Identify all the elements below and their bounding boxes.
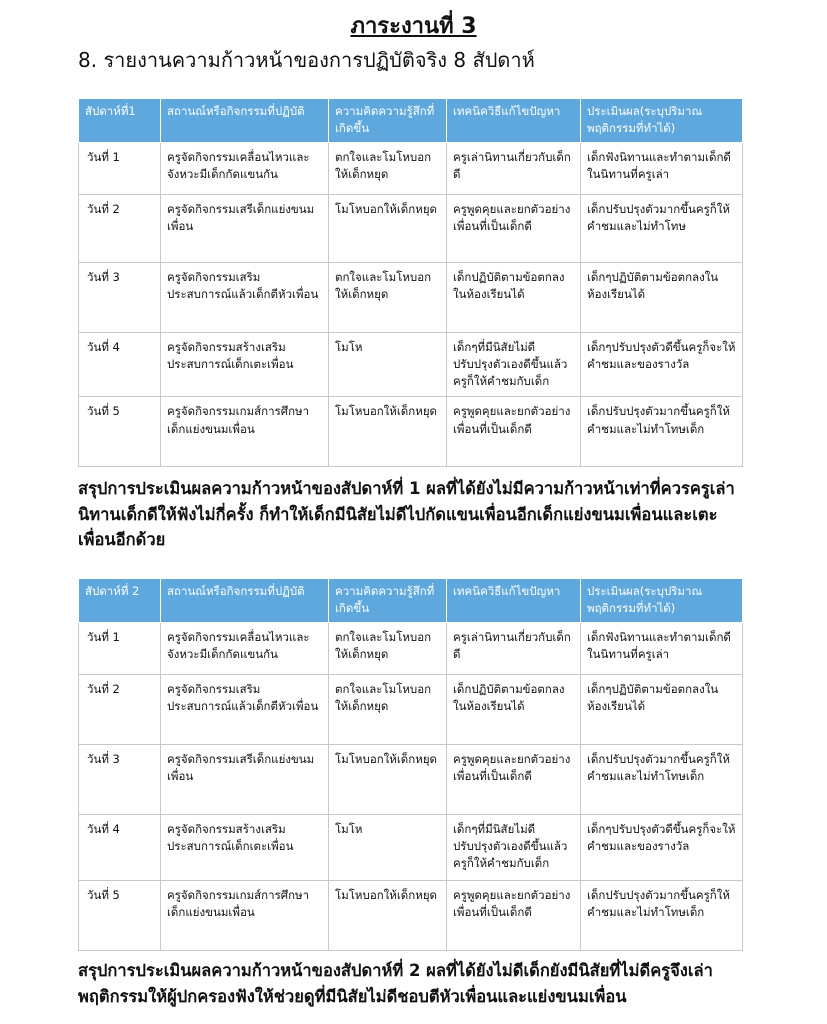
header-week: สัปดาห์ที่ 2 — [79, 579, 161, 623]
technique-cell: ครูพูดคุยและยกตัวอย่างเพื่อนที่เป็นเด็กดี — [447, 397, 581, 467]
activity-cell: ครูจัดกิจกรรมเคลื่อนไหวและจังหวะมีเด็กกัดแขนกัน — [161, 622, 329, 674]
evaluation-cell: เด็กๆปรับปรุงตัวดีขึ้นครูก็จะให้คำชมและของรางวัล — [581, 814, 743, 880]
week2-table — [78, 578, 743, 951]
table-row — [79, 262, 743, 332]
evaluation-cell: เด็กปรับปรุงตัวมากขึ้นครูก็ให้คำชมและไม่ทำโทษเด็ก — [581, 880, 743, 950]
evaluation-cell: เด็กๆปฏิบัติตามข้อตกลงในห้องเรียนได้ — [581, 262, 743, 332]
day-cell: วันที่ 3 — [79, 744, 161, 814]
table-row — [79, 674, 743, 744]
week1-summary: สรุปการประเมินผลความก้าวหน้าของสัปดาห์ที่ 1 ผลที่ได้ยังไม่มีความก้าวหน้าเท่าที่ควรครูเล่านิทานเด็กดีให้ฟังไม่กี่ครั้ง ก็ทำให้เด็กมีนิสัยไม่ดีไปกัดแขนเพื่อนอีกเด็กแย่งขนมเพื่อนและเตะเพื่อนอีกด้วย — [78, 479, 735, 550]
evaluation-cell: เด็กปรับปรุงตัวมากขึ้นครูก็ให้คำชมและไม่ทำโทษเด็ก — [581, 397, 743, 467]
day-cell: วันที่ 1 — [79, 622, 161, 674]
table-row — [79, 142, 743, 194]
technique-cell: ครูพูดคุยและยกตัวอย่างเพื่อนที่เป็นเด็กดี — [447, 744, 581, 814]
activity-cell: ครูจัดกิจกรรมสร้างเสริมประสบการณ์เด็กเตะเพื่อน — [161, 814, 329, 880]
feeling-cell: ตกใจและโมโหบอกให้เด็กหยุด — [329, 142, 447, 194]
header-evaluation: ประเมินผล(ระบุปริมาณพฤติกรรมที่ทำได้) — [581, 579, 743, 623]
table-row — [79, 880, 743, 950]
header-week: สัปดาห์ที่1 — [79, 99, 161, 143]
section-heading: 8. รายงานความก้าวหน้าของการปฏิบัติจริง 8 สัปดาห์ — [78, 48, 535, 72]
table-row — [79, 194, 743, 262]
feeling-cell: โมโหบอกให้เด็กหยุด — [329, 744, 447, 814]
activity-cell: ครูจัดกิจกรรมเกมส์การศึกษาเด็กแย่งขนมเพื่อน — [161, 880, 329, 950]
header-activity: สถานณ์หรือกิจกรรมที่ปฏิบัติ — [161, 579, 329, 623]
feeling-cell: ตกใจและโมโหบอกให้เด็กหยุด — [329, 262, 447, 332]
table-row — [79, 814, 743, 880]
evaluation-cell: เด็กฟังนิทานและทำตามเด็กดีในนิทานที่ครูเล่า — [581, 622, 743, 674]
feeling-cell: โมโห — [329, 332, 447, 397]
week1-table — [78, 98, 743, 467]
technique-cell: เด็กๆที่มีนิสัยไม่ดีปรับปรุงตัวเองดีขึ้นแล้วครูก็ให้คำชมกับเด็ก — [447, 814, 581, 880]
feeling-cell: โมโหบอกให้เด็กหยุด — [329, 880, 447, 950]
page-title: ภาระงานที่ 3 — [350, 14, 477, 39]
technique-cell: เด็กปฏิบัติตามข้อตกลงในห้องเรียนได้ — [447, 674, 581, 744]
day-cell: วันที่ 5 — [79, 397, 161, 467]
evaluation-cell: เด็กๆปฏิบัติตามข้อตกลงในห้องเรียนได้ — [581, 674, 743, 744]
table-header-row — [79, 99, 743, 143]
table-row — [79, 397, 743, 467]
day-cell: วันที่ 1 — [79, 142, 161, 194]
activity-cell: ครูจัดกิจกรรมเสริมประสบการณ์แล้วเด็กตีหัวเพื่อน — [161, 262, 329, 332]
activity-cell: ครูจัดกิจกรรมเสริมประสบการณ์แล้วเด็กตีหัวเพื่อน — [161, 674, 329, 744]
table-header-row — [79, 579, 743, 623]
header-technique: เทคนิควิธีแก้ไขปัญหา — [447, 99, 581, 143]
header-feeling: ความคิดความรู้สึกที่เกิดขึ้น — [329, 99, 447, 143]
activity-cell: ครูจัดกิจกรรมเคลื่อนไหวและจังหวะมีเด็กกัดแขนกัน — [161, 142, 329, 194]
activity-cell: ครูจัดกิจกรรมเสรีเด็กแย่งขนมเพื่อน — [161, 194, 329, 262]
feeling-cell: ตกใจและโมโหบอกให้เด็กหยุด — [329, 674, 447, 744]
technique-cell: ครูพูดคุยและยกตัวอย่างเพื่อนที่เป็นเด็กดี — [447, 194, 581, 262]
table-row — [79, 744, 743, 814]
activity-cell: ครูจัดกิจกรรมเสรีเด็กแย่งขนมเพื่อน — [161, 744, 329, 814]
header-evaluation: ประเมินผล(ระบุปริมาณพฤติกรรมที่ทำได้) — [581, 99, 743, 143]
activity-cell: ครูจัดกิจกรรมสร้างเสริมประสบการณ์เด็กเตะเพื่อน — [161, 332, 329, 397]
evaluation-cell: เด็กๆปรับปรุงตัวดีขึ้นครูก็จะให้คำชมและของรางวัล — [581, 332, 743, 397]
day-cell: วันที่ 4 — [79, 814, 161, 880]
header-feeling: ความคิดความรู้สึกที่เกิดขึ้น — [329, 579, 447, 623]
week2-summary: สรุปการประเมินผลความก้าวหน้าของสัปดาห์ที่ 2 ผลที่ได้ยังไม่ดีเด็กยังมีนิสัยที่ไม่ดีครูจึงเล่าพฤติกรรมให้ผู้ปกครองฟังให้ช่วยดูที่มีนิสัยไม่ดีชอบตีหัวเพื่อนและแย่งขนมเพื่อน — [78, 961, 713, 1006]
day-cell: วันที่ 2 — [79, 674, 161, 744]
table-row — [79, 622, 743, 674]
evaluation-cell: เด็กปรับปรุงตัวมากขึ้นครูก็ให้คำชมและไม่ทำโทษเด็ก — [581, 744, 743, 814]
feeling-cell: โมโหบอกให้เด็กหยุด — [329, 397, 447, 467]
day-cell: วันที่ 4 — [79, 332, 161, 397]
technique-cell: เด็กๆที่มีนิสัยไม่ดีปรับปรุงตัวเองดีขึ้นแล้วครูก็ให้คำชมกับเด็ก — [447, 332, 581, 397]
technique-cell: ครูพูดคุยและยกตัวอย่างเพื่อนที่เป็นเด็กดี — [447, 880, 581, 950]
table-row — [79, 332, 743, 397]
feeling-cell: โมโห — [329, 814, 447, 880]
day-cell: วันที่ 3 — [79, 262, 161, 332]
feeling-cell: โมโหบอกให้เด็กหยุด — [329, 194, 447, 262]
header-activity: สถานณ์หรือกิจกรรมที่ปฏิบัติ — [161, 99, 329, 143]
technique-cell: เด็กปฏิบัติตามข้อตกลงในห้องเรียนได้ — [447, 262, 581, 332]
day-cell: วันที่ 2 — [79, 194, 161, 262]
technique-cell: ครูเล่านิทานเกี่ยวกับเด็กดี — [447, 142, 581, 194]
feeling-cell: ตกใจและโมโหบอกให้เด็กหยุด — [329, 622, 447, 674]
evaluation-cell: เด็กปรับปรุงตัวมากขึ้นครูก็ให้คำชมและไม่ทำโทษ — [581, 194, 743, 262]
header-technique: เทคนิควิธีแก้ไขปัญหา — [447, 579, 581, 623]
technique-cell: ครูเล่านิทานเกี่ยวกับเด็กดี — [447, 622, 581, 674]
evaluation-cell: เด็กฟังนิทานและทำตามเด็กดีในนิทานที่ครูเล่า — [581, 142, 743, 194]
activity-cell: ครูจัดกิจกรรมเกมส์การศึกษาเด็กแย่งขนมเพื่อน — [161, 397, 329, 467]
day-cell: วันที่ 5 — [79, 880, 161, 950]
